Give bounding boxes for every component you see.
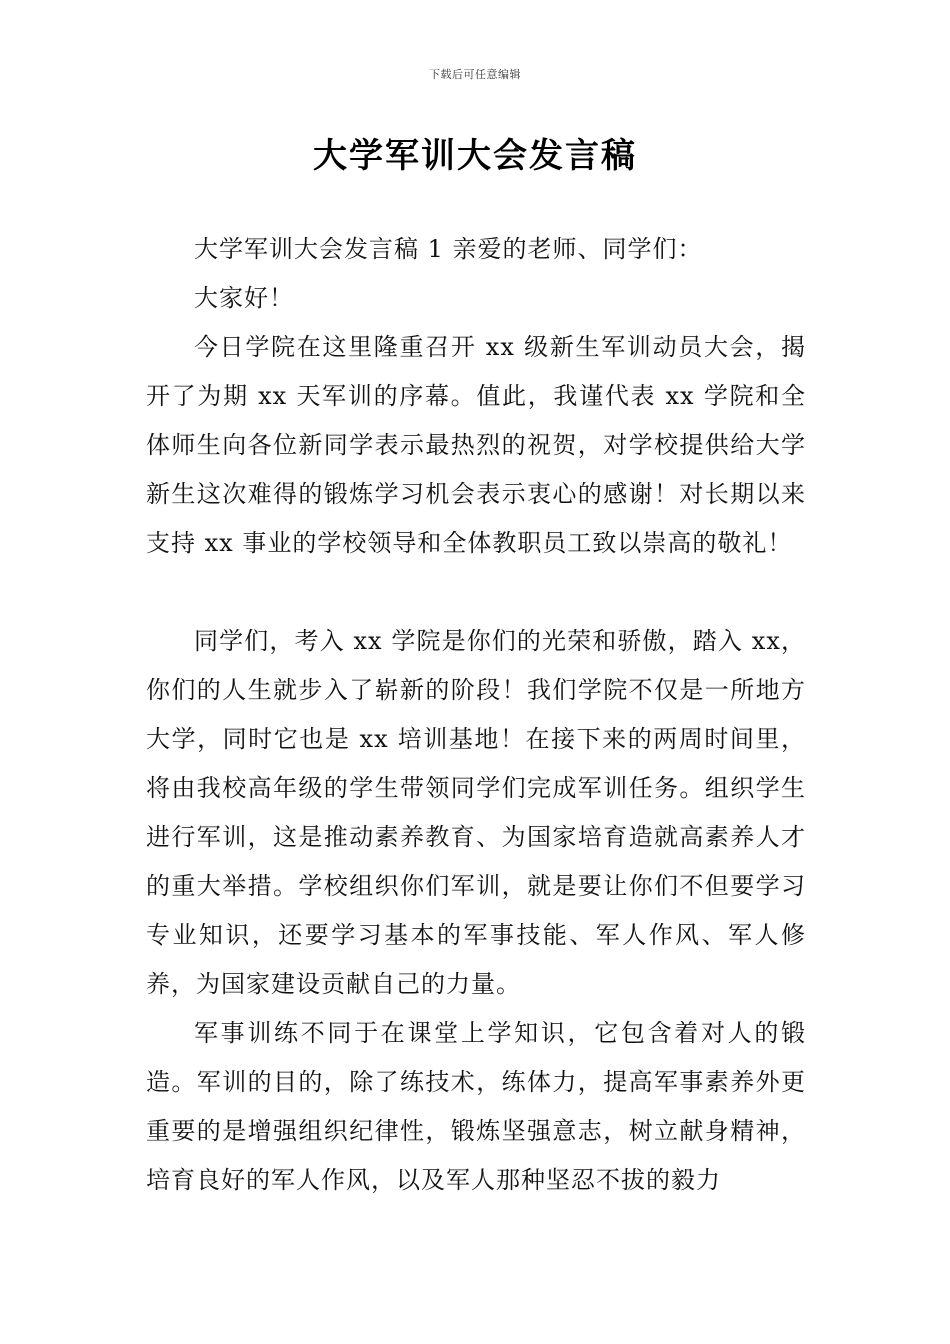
header-note: 下载后可任意编辑 (429, 68, 521, 81)
paragraph-students: 同学们，考入 xx 学院是你们的光荣和骄傲，踏入 xx，你们的人生就步入了崭新的阶段！我们学院不仅是一所地方大学，同时它也是 xx 培训基地！在接下来的两周时间里，将由我校高年级的学生带领同学们完成军训任务。组织学生进行军训，这是推动素养教育、为国家培育造就高素养人才的重大举措。学校组织你们军训，就是要让你们不但要学习专业知识，还要学习基本的军事技能、军人作风、军人修养，为国家建设贡献自己的力量。 (146, 627, 806, 998)
paragraph-greeting-line: 大学军训大会发言稿 1 亲爱的老师、同学们： (194, 235, 703, 263)
paragraph-training: 军事训练不同于在课堂上学知识，它包含着对人的锻造。军训的目的，除了练技术，练体力，提高军事素养外更重要的是增强组织纪律性，锻炼坚强意志，树立献身精神，培育良好的军人作风，以及军人那种坚忍不拔的毅力 (146, 1019, 806, 1194)
paragraph-hello: 大家好！ (194, 284, 294, 312)
document-body (146, 225, 806, 1205)
document-title: 大学军训大会发言稿 (313, 136, 637, 176)
paragraph-opening: 今日学院在这里隆重召开 xx 级新生军训动员大会，揭开了为期 xx 天军训的序幕。值此，我谨代表 xx 学院和全体师生向各位新同学表示最热烈的祝贺，对学校提供给大学新生这次难得的锻炼学习机会表示衷心的感谢！对长期以来支持 xx 事业的学校领导和全体教职员工致以崇高的敬礼！ (146, 333, 806, 557)
